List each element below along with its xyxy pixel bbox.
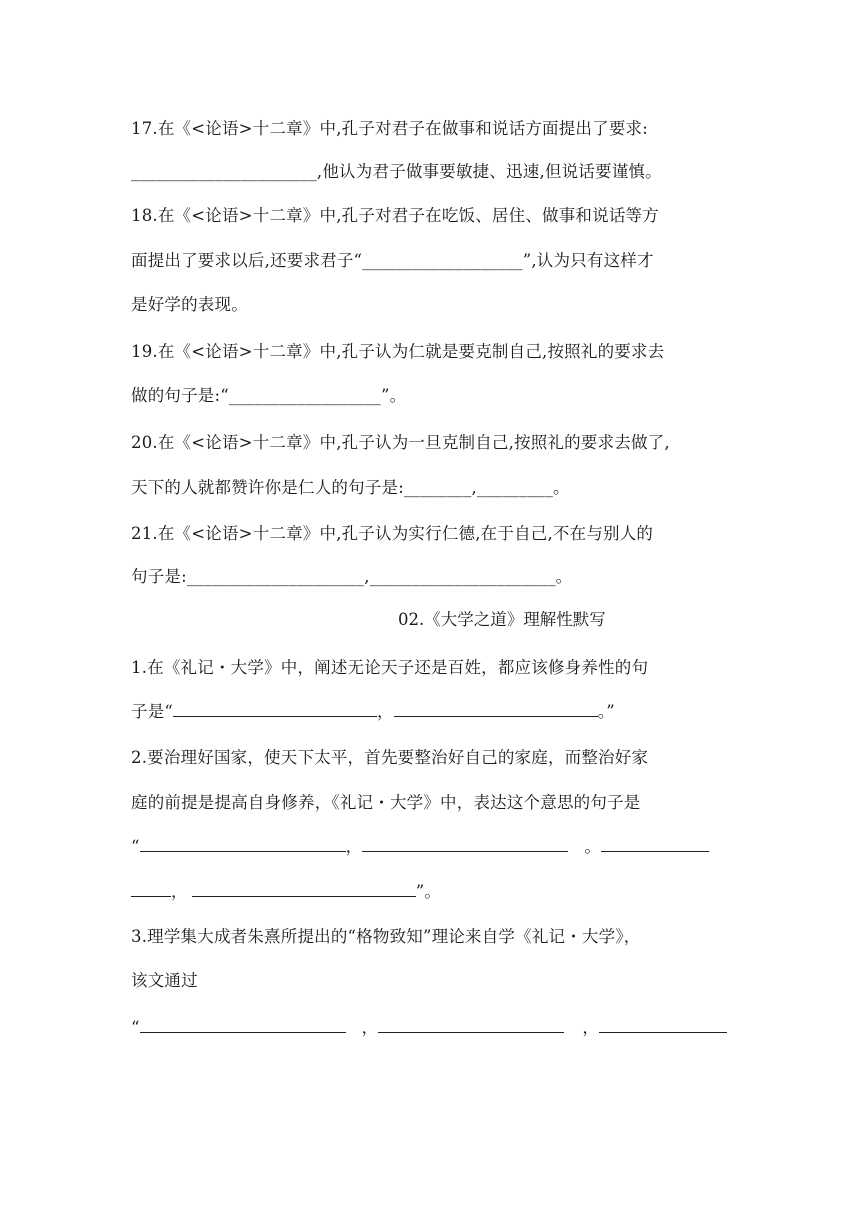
s2-q2-comma: ， <box>345 837 363 856</box>
answer-blank[interactable] <box>140 835 346 852</box>
s2-q2-line-2: 庭的前提是提高自身修养，《礼记・大学》中，表达这个意思的句子是 <box>131 793 641 812</box>
q21-line-2: 句子是:_____________________,______________________。 <box>131 567 573 586</box>
s2-q2-line-3 <box>131 835 731 859</box>
answer-blank[interactable] <box>131 880 171 897</box>
q19-line-1: 19.在《<论语>十二章》中,孔子认为仁就是要克制自己,按照礼的要求去 <box>131 342 665 361</box>
q18-line-3: 是好学的表现。 <box>131 295 248 314</box>
answer-blank[interactable] <box>378 1016 564 1033</box>
s2-q2-open-quote: “ <box>131 837 140 856</box>
s2-q3-line-2: 该文通过 <box>131 971 198 990</box>
q17-line-2: ______________________,他认为君子做事要敏捷、迅速,但说话要谨慎。 <box>131 162 662 181</box>
s2-q2-comma-2: ， <box>171 882 188 901</box>
answer-blank[interactable] <box>192 880 416 897</box>
s2-q3-line-3 <box>131 1016 731 1040</box>
s2-q2-line-4 <box>131 880 731 904</box>
q18-line-1: 18.在《<论语>十二章》中,孔子对君子在吃饭、居住、做事和说话等方 <box>131 206 659 225</box>
s2-q3-comma-2: ， <box>582 1018 600 1037</box>
s2-q3-comma-1: ， <box>361 1018 379 1037</box>
answer-blank[interactable] <box>599 1016 727 1033</box>
s2-q2-suffix: ”。 <box>415 882 442 901</box>
s2-q1-line-2 <box>131 700 731 724</box>
answer-blank[interactable] <box>173 700 377 717</box>
q21-line-1: 21.在《<论语>十二章》中,孔子认为实行仁德,在于自己,不在与别人的 <box>131 524 654 543</box>
s2-q1-comma: ， <box>377 702 394 721</box>
s2-q3-open-quote: “ <box>131 1018 140 1037</box>
answer-blank[interactable] <box>394 700 598 717</box>
q19-line-2: 做的句子是:“__________________”。 <box>131 386 407 405</box>
answer-blank[interactable] <box>140 1016 346 1033</box>
s2-q1-suffix: 。” <box>597 702 615 721</box>
answer-blank[interactable] <box>601 835 709 852</box>
q18-line-2: 面提出了要求以后,还要求君子“___________________”,认为只有这样才 <box>131 251 654 270</box>
q20-line-1: 20.在《<论语>十二章》中,孔子认为一旦克制自己,按照礼的要求去做了, <box>131 433 670 452</box>
s2-q3-line-1: 3.理学集大成者朱熹所提出的“格物致知”理论来自学《礼记・大学》， <box>131 927 641 946</box>
q17-line-1: 17.在《<论语>十二章》中,孔子对君子在做事和说话方面提出了要求: <box>131 119 648 138</box>
s2-q1-prefix: 子是“ <box>131 702 174 721</box>
s2-q1-line-1: 1.在《礼记・大学》中，阐述无论天子还是百姓，都应该修身养性的句 <box>131 658 649 677</box>
s2-q2-line-1: 2.要治理好国家，使天下太平，首先要整治好自己的家庭，而整治好家 <box>131 748 649 767</box>
q20-line-2: 天下的人就都赞许你是仁人的句子是:________,_________。 <box>131 478 570 497</box>
answer-blank[interactable] <box>362 835 568 852</box>
section-heading: 02.《大学之道》理解性默写 <box>398 610 606 629</box>
s2-q2-period: 。 <box>584 837 602 856</box>
